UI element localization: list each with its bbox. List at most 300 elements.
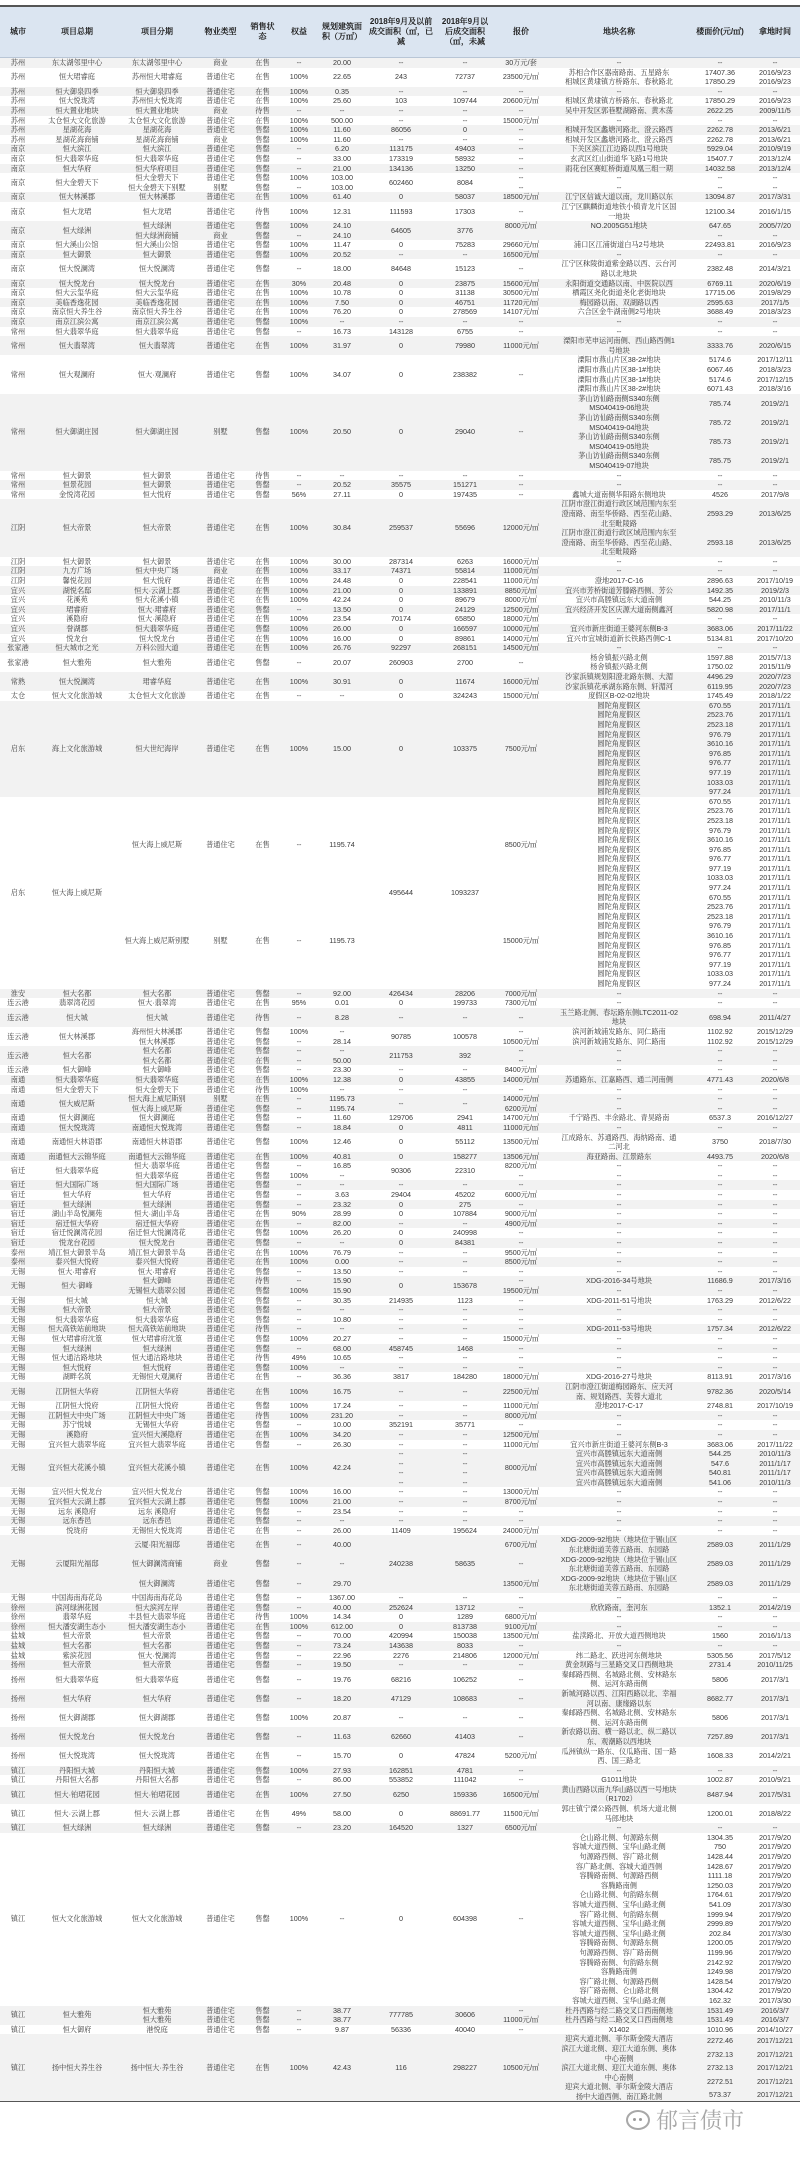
column-sales-status (245, 1027, 280, 1046)
column-project-phase (118, 998, 196, 1008)
cell-text: 74371 (391, 566, 411, 576)
cell-project-phase (119, 989, 195, 999)
cell-equity (281, 1027, 317, 1037)
cell-text: 2010/11/25 (757, 1660, 793, 1670)
cell-planned-area (319, 1382, 365, 1401)
cell-acquisition-date (751, 960, 799, 970)
cell-city (1, 499, 35, 557)
table-row (0, 480, 800, 490)
cell-text: 恒大翡翠华庭 (135, 1170, 179, 1180)
cell-text: 恒大滨江 (142, 144, 172, 154)
cell-text: 普通住宅 (206, 1305, 235, 1315)
cell-text: 在售 (255, 595, 270, 605)
column-project-phase (118, 1382, 196, 1401)
column-land-plot (548, 1622, 690, 1632)
cell-planned-area (319, 154, 365, 164)
column-floor-price (690, 1296, 750, 1306)
cell-project-phase (119, 68, 195, 87)
column-planned-area (318, 643, 366, 653)
cell-text: 100% (289, 743, 309, 753)
cell-equity (281, 989, 317, 999)
column-acquisition-date (750, 595, 800, 605)
cell-text: 24.10 (333, 221, 351, 231)
cell-area-sold-before (367, 1085, 435, 1095)
column-floor-price (690, 1497, 750, 1507)
column-area-sold-after (436, 624, 494, 634)
cell-text: 64605 (391, 225, 411, 235)
cell-sales-status (246, 68, 279, 87)
column-area-sold-after (436, 298, 494, 308)
column-project-total (36, 58, 118, 68)
column-equity (280, 653, 318, 672)
column-planned-area (318, 1190, 366, 1200)
cell-sales-status (246, 480, 279, 490)
cell-text: -- (398, 1410, 404, 1420)
cell-text: -- (296, 1113, 302, 1123)
cell-text: 0 (399, 576, 403, 586)
column-area-sold-after (436, 643, 494, 653)
cell-land-plot (549, 1468, 689, 1478)
column-area-sold-after (436, 701, 494, 797)
cell-city (1, 173, 35, 192)
cell-text: -- (717, 1094, 723, 1104)
column-sales-status (245, 1353, 280, 1363)
column-sales-status (245, 336, 280, 355)
column-area-sold-after (436, 1535, 494, 1593)
cell-text: -- (772, 1228, 778, 1238)
cell-text: -- (296, 1516, 302, 1526)
cell-floor-price (691, 739, 749, 749)
cell-area-sold-before (367, 499, 435, 557)
column-area-sold-before (366, 1363, 436, 1373)
cell-text: 无锡 (10, 1463, 26, 1473)
cell-text: -- (296, 1218, 302, 1228)
cell-project-phase (119, 624, 195, 634)
cell-property-type (197, 1430, 244, 1440)
column-property-type (196, 202, 245, 221)
cell-text: 100% (289, 1074, 309, 1084)
cell-project-phase (119, 1449, 195, 1487)
cell-floor-price (691, 1574, 749, 1593)
column-floor-price (690, 1133, 750, 1152)
cell-text: 23.54 (333, 614, 351, 624)
cell-text: 圆陀角度假区 (597, 700, 641, 710)
column-acquisition-date (750, 1593, 800, 1603)
column-equity (280, 1631, 318, 1641)
column-floor-price (690, 164, 750, 174)
cell-text: 544.25 (709, 595, 731, 605)
cell-text: 在售 (255, 743, 270, 753)
column-city (0, 576, 36, 586)
cell-text: XDG-2009-92地块（地块位于锡山区东北塘街道芙蓉五路南、东园路 (560, 1535, 678, 1555)
column-project-total (36, 1526, 118, 1536)
column-equity (280, 576, 318, 586)
cell-text: 6071.43 (707, 384, 733, 394)
cell-text: 普通住宅 (206, 556, 235, 566)
column-sales-status (245, 1747, 280, 1766)
cell-project-total (37, 327, 117, 337)
column-floor-price (690, 279, 750, 289)
cell-text: 0 (399, 585, 403, 595)
table-row (0, 1507, 800, 1517)
cell-land-plot (549, 1977, 689, 1987)
cell-land-plot (549, 1459, 689, 1469)
cell-text: 500.00 (331, 115, 353, 125)
cell-text: 2017/10/19 (757, 1401, 793, 1411)
column-area-sold-after (436, 173, 494, 192)
cell-property-type (197, 221, 244, 231)
cell-text: 2589.03 (707, 1559, 733, 1569)
column-property-type (196, 624, 245, 634)
table-row (0, 240, 800, 250)
cell-text: 售罄 (255, 624, 270, 634)
column-property-type (196, 1200, 245, 1210)
column-acquisition-date (750, 1228, 800, 1238)
cell-text: 12500元/㎡ (502, 604, 540, 614)
cell-text: 10500元/㎡ (502, 1036, 540, 1046)
table-row (0, 1785, 800, 1804)
cell-property-type (197, 595, 244, 605)
cell-project-phase (119, 1161, 195, 1171)
cell-property-type (197, 653, 244, 672)
cell-text: -- (717, 998, 723, 1008)
cell-acquisition-date (751, 835, 799, 845)
cell-text: 恒大通沽路地块 (131, 1353, 183, 1363)
cell-land-plot (549, 1401, 689, 1411)
cell-acquisition-date (751, 135, 799, 145)
cell-text: -- (772, 1353, 778, 1363)
column-area-sold-after (436, 1440, 494, 1450)
cell-sales-status (246, 586, 279, 596)
cell-text: 栖霞区尧化街道尧化老街地块 (572, 288, 666, 298)
cell-text: -- (398, 86, 404, 96)
cell-text: 0 (399, 240, 403, 250)
cell-area-sold-after (437, 1804, 493, 1823)
table-row (0, 1497, 800, 1507)
column-project-total (36, 614, 118, 624)
cell-sales-status (246, 1382, 279, 1401)
cell-text: 星湖花海 (62, 125, 92, 135)
column-city (0, 1430, 36, 1440)
cell-text: 26.00 (333, 1525, 351, 1535)
cell-project-phase (119, 125, 195, 135)
cell-text: 恒大溪山公馆 (135, 240, 179, 250)
cell-text: 15.90 (333, 1276, 351, 1286)
cell-floor-price (691, 192, 749, 202)
cell-project-phase (119, 1555, 195, 1574)
column-area-sold-before (366, 1612, 436, 1622)
cell-planned-area (319, 1449, 365, 1487)
cell-text: -- (462, 1410, 468, 1420)
cell-text: 18000元/㎡ (502, 614, 540, 624)
cell-planned-area (319, 1315, 365, 1325)
cell-floor-price (691, 806, 749, 816)
cell-equity (281, 202, 317, 221)
cell-text: 84381 (455, 1238, 475, 1248)
cell-project-phase (119, 58, 195, 68)
column-property-type (196, 1516, 245, 1526)
column-project-phase (118, 490, 196, 500)
cell-text: 苏州 (10, 115, 26, 125)
cell-text: 恒大·悦澜湾 (137, 1650, 177, 1660)
column-acquisition-date (750, 586, 800, 596)
column-floor-price (690, 576, 750, 586)
column-area-sold-before (366, 1804, 436, 1823)
cell-text: 恒大金碧天下 (135, 1084, 179, 1094)
cell-price (495, 1248, 547, 1258)
column-acquisition-date (750, 576, 800, 586)
column-property-type (196, 1660, 245, 1670)
column-sales-status (245, 989, 280, 999)
table-row (0, 1622, 800, 1632)
cell-price (495, 250, 547, 260)
cell-price (495, 1535, 547, 1554)
cell-sales-status (246, 1641, 279, 1651)
column-city (0, 1085, 36, 1095)
column-area-sold-after (436, 797, 494, 989)
cell-text: 无锡 (10, 1362, 26, 1372)
cell-text: 普通住宅 (206, 1161, 235, 1171)
cell-project-phase (119, 1823, 195, 1833)
column-area-sold-before (366, 624, 436, 634)
cell-text: 宿迁 (10, 1190, 26, 1200)
cell-text: 普通住宅 (206, 297, 235, 307)
cell-text: 8000元/㎡ (504, 1410, 538, 1420)
cell-text: 湖畔名筑 (62, 1372, 92, 1382)
column-area-sold-before (366, 1353, 436, 1363)
cell-property-type (197, 183, 244, 193)
cell-text: 2017/3/1 (761, 1712, 789, 1722)
cell-area-sold-before (367, 1123, 435, 1133)
cell-city (1, 1804, 35, 1823)
cell-project-phase (119, 87, 195, 97)
cell-text: 27.93 (333, 1765, 351, 1775)
cell-text: 售罄 (255, 1161, 270, 1171)
cell-planned-area (319, 1651, 365, 1661)
cell-text: 恒大帝景 (62, 523, 92, 533)
cell-floor-price (691, 1852, 749, 1862)
cell-text: 盐城 (10, 1650, 26, 1660)
cell-text: 1250.03 (707, 1880, 733, 1890)
cell-property-type (197, 1056, 244, 1066)
cell-text: 2017/11/1 (759, 931, 791, 941)
cell-text: -- (462, 1477, 468, 1487)
cell-acquisition-date (751, 192, 799, 202)
cell-project-phase (119, 355, 195, 393)
cell-text: -- (398, 1180, 404, 1190)
cell-planned-area (319, 1171, 365, 1181)
cell-city (1, 653, 35, 672)
cell-text: 茅山访仙路南侧S340东侧MS040419-07地块 (578, 451, 660, 470)
cell-project-total (37, 1823, 117, 1833)
cell-text: 售罄 (255, 1497, 270, 1507)
cell-land-plot (549, 1631, 689, 1641)
column-project-total (36, 1094, 118, 1113)
cell-text: 普通住宅 (206, 86, 235, 96)
cell-text: -- (772, 556, 778, 566)
cell-project-phase (119, 653, 195, 672)
cell-text: 售罄 (255, 1640, 270, 1650)
cell-price (495, 1161, 547, 1171)
cell-text: 恒大名都 (142, 988, 172, 998)
cell-text: 普通住宅 (206, 576, 235, 586)
column-header-area-sold-before: 2018年9月及以前成交面积（㎡，已减 (369, 17, 433, 46)
column-area-sold-after (436, 653, 494, 672)
cell-text: 10.65 (333, 1353, 351, 1363)
column-land-plot (548, 1133, 690, 1152)
column-price (494, 490, 548, 500)
column-area-sold-before (366, 1689, 436, 1708)
cell-text: 100% (289, 1410, 309, 1420)
cell-sales-status (246, 1535, 279, 1554)
cell-acquisition-date (751, 1420, 799, 1430)
cell-text: 1560 (712, 1631, 728, 1641)
cell-planned-area (319, 135, 365, 145)
cell-property-type (197, 58, 244, 68)
column-land-plot (548, 1363, 690, 1373)
cell-text: 容腾路南侧、句源路东侧 (579, 1938, 659, 1948)
cell-text: 在售 (255, 643, 270, 653)
cell-floor-price (691, 662, 749, 672)
cell-text: -- (616, 1410, 622, 1420)
cell-acquisition-date (751, 873, 799, 883)
cell-text: 40.00 (333, 1540, 351, 1550)
cell-text: 103 (395, 96, 407, 106)
cell-acquisition-date (751, 1708, 799, 1727)
cell-text: 17303 (455, 206, 475, 216)
cell-text: 2014/2/19 (759, 1602, 791, 1612)
cell-text: 售罄 (255, 1333, 270, 1343)
column-land-plot (548, 1334, 690, 1344)
cell-planned-area (319, 125, 365, 135)
cell-property-type (197, 1248, 244, 1258)
column-price (494, 998, 548, 1008)
column-equity (280, 1152, 318, 1162)
cell-text: 普通住宅 (206, 1276, 235, 1286)
cell-text: -- (717, 1410, 723, 1420)
column-project-phase (118, 499, 196, 557)
cell-text: 待售 (255, 1012, 270, 1022)
column-project-phase (118, 1363, 196, 1373)
cell-text: 恒大绿洲 (142, 1199, 172, 1209)
column-city (0, 192, 36, 202)
column-sales-status (245, 701, 280, 797)
column-project-total (36, 1248, 118, 1258)
cell-floor-price (691, 365, 749, 375)
column-project-total (36, 586, 118, 596)
cell-property-type (197, 125, 244, 135)
cell-planned-area (319, 1334, 365, 1344)
column-land-plot (548, 1747, 690, 1766)
cell-sales-status (246, 1660, 279, 1670)
cell-text: 恒大·铂珺花园 (54, 1789, 100, 1799)
cell-text: 73.24 (333, 1640, 351, 1650)
cell-text: -- (717, 1228, 723, 1238)
cell-text: 苏州 (10, 58, 26, 67)
column-project-phase (118, 1200, 196, 1210)
cell-equity (281, 288, 317, 298)
cell-text: 1200.05 (707, 1938, 733, 1948)
cell-area-sold-after (437, 1353, 493, 1363)
cell-text: -- (616, 1218, 622, 1228)
cell-text: 圆陀角度假区 (597, 825, 641, 835)
cell-land-plot (549, 240, 689, 250)
cell-text: 普通住宅 (206, 1353, 235, 1363)
cell-text: -- (772, 230, 778, 240)
cell-text: -- (717, 1487, 723, 1497)
column-sales-status (245, 1094, 280, 1113)
cell-text: -- (398, 1468, 404, 1478)
cell-text: 4900元/㎡ (504, 1218, 538, 1228)
column-floor-price (690, 336, 750, 355)
cell-area-sold-after (437, 1468, 493, 1478)
cell-text: 在售 (255, 585, 270, 595)
cell-project-total (37, 1747, 117, 1766)
cell-text: 恒大城 (66, 1295, 88, 1305)
cell-text: 2941 (457, 1113, 473, 1123)
column-header-area-sold-after: 2018年9月以后成交面积（㎡，未减 (441, 17, 489, 46)
column-planned-area (318, 1660, 366, 1670)
column-city (0, 691, 36, 701)
column-land-plot (548, 1248, 690, 1258)
cell-price (495, 1046, 547, 1056)
cell-area-sold-before (367, 279, 435, 289)
cell-text: 4496.29 (707, 672, 733, 681)
cell-text: 珺睿府 (66, 604, 88, 614)
column-property-type (196, 1315, 245, 1325)
cell-project-total (37, 1535, 117, 1593)
column-land-plot (548, 250, 690, 260)
column-acquisition-date (750, 355, 800, 393)
cell-text: 153678 (453, 1281, 477, 1291)
cell-planned-area (319, 490, 365, 500)
column-planned-area (318, 1046, 366, 1065)
column-floor-price (690, 327, 750, 337)
cell-sales-status (246, 1727, 279, 1746)
cell-project-total (37, 605, 117, 615)
column-project-phase (118, 1449, 196, 1487)
cell-text: 1745.49 (707, 691, 733, 701)
column-project-total (36, 1449, 118, 1487)
column-price (494, 192, 548, 202)
cell-text: 恒大海上威尼斯 (131, 1103, 183, 1113)
cell-text: -- (398, 1257, 404, 1267)
cell-property-type (197, 1775, 244, 1785)
column-planned-area (318, 1267, 366, 1277)
cell-area-sold-after (437, 1440, 493, 1450)
column-area-sold-before (366, 1747, 436, 1766)
cell-sales-status (246, 154, 279, 164)
cell-text: 100% (289, 643, 309, 653)
column-project-phase (118, 595, 196, 605)
column-land-plot (548, 605, 690, 615)
cell-price (495, 1276, 547, 1286)
column-area-sold-after (436, 1085, 494, 1095)
cell-text: 90785 (391, 1031, 411, 1041)
cell-text: -- (296, 839, 302, 849)
cell-planned-area (319, 1804, 365, 1823)
cell-price (495, 1555, 547, 1574)
column-project-phase (118, 240, 196, 250)
cell-property-type (197, 1401, 244, 1411)
cell-floor-price (691, 778, 749, 788)
cell-text: 3610.16 (707, 739, 733, 749)
column-city (0, 624, 36, 634)
cell-area-sold-after (437, 173, 493, 192)
cell-area-sold-before (367, 1248, 435, 1258)
column-land-plot (548, 1670, 690, 1689)
cell-sales-status (246, 1315, 279, 1325)
